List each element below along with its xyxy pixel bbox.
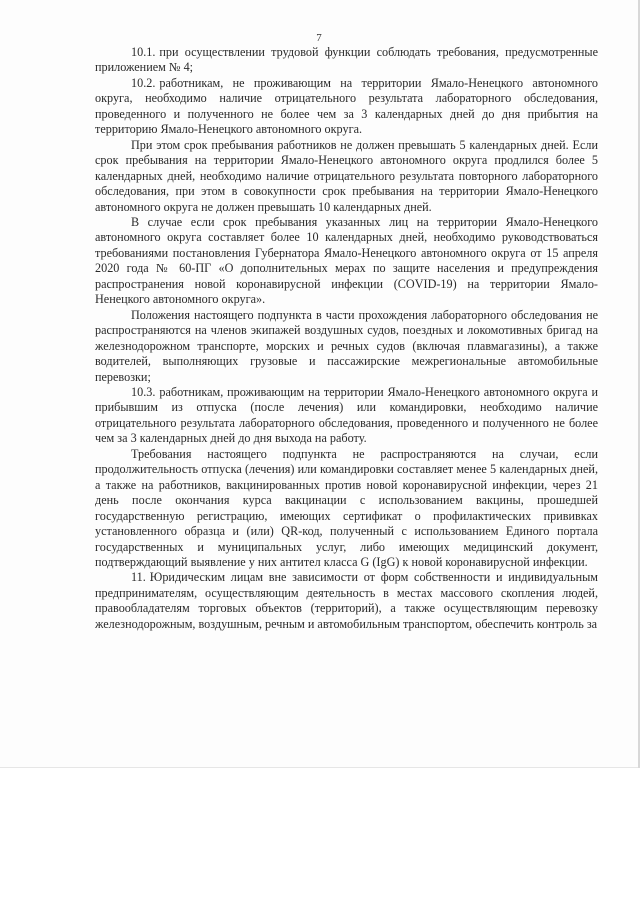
paragraph-exemptions-crews [95,308,598,385]
paragraph-10-3 [95,385,598,447]
blank-area [0,768,640,905]
paragraph-10-2 [95,76,598,138]
paragraph-text: Юридическим лицам вне зависимости от форм собственности и индивидуальным предпринимателям, осуществляющим деятельность в местах массового скопления людей, правообладателям торговых объектов (территорий), а также осуществляющим перевозку железнодорожным, воздушным, речным и автомобильным транспортом, обеспечить контроль за [95,570,598,631]
paragraph-label: 10.2. [131,75,156,90]
paragraph-text: При этом срок пребывания работников не должен превышать 5 календарных дней. Если срок пребывания на территории Ямало-Ненецкого автономного округа продлился более 5 календарных дней, необходимо наличие отрицательного результата повторного лабораторного обследования, при этом в совокупности срок пребывания на территории Ямало-Ненецкого автономного округа не должен превышать 10 календарных дней. [95,137,598,214]
paragraph-label: 10.1. [131,45,156,59]
paragraph-exemptions-vaccinated [95,447,598,571]
paragraph-text: Требования настоящего подпункта не распространяются на случаи, если продолжительность отпуска (лечения) или командировки составляет менее 5 календарных дней, а также на работников, вакцинированных против новой коронавирусной инфекции, через 21 день после окончания курса вакцинации с использованием вакцины, прошедшей государственную регистрацию, имеющих сертификат о профилактических прививках установленного образца и (или) QR-код, полученный с использованием Единого портала государственных и муниципальных услуг, либо имеющих медицинский документ, подтверждающий выявление у них антител класса G (IgG) к новой коронавирусной инфекции. [95,446,598,569]
paragraph-text: работникам, проживающим на территории Ямало-Ненецкого автономного округа и прибывшим из отпуска (после лечения) или командировки, необходимо наличие отрицательного результата лабораторного обследования, проведенного и полученного не более чем за 3 календарных дней до дня выхода на работу. [95,384,598,446]
paragraph-11 [95,570,598,632]
paragraph-text: В случае если срок пребывания указанных лиц на территории Ямало-Ненецкого автономного округа составляет более 10 календарных дней, необходимо руководствоваться требованиями постановления Губернатора Ямало-Ненецкого автономного округа от 15 апреля 2020 года № 60-ПГ «О дополнительных мерах по защите населения и предупреждения распространения новой коронавирусной инфекции (COVID-19) на территории Ямало-Ненецкого автономного округа». [95,214,598,307]
paragraph-label: 10.3. [131,384,156,399]
paragraph-10-1 [95,45,598,76]
paragraph-over-10-days [95,215,598,308]
paragraph-stay-duration [95,138,598,215]
paragraph-text: работникам, не проживающим на территории Ямало-Ненецкого автономного округа, необходимо наличие отрицательного результата лабораторного обследования, проведенного и полученного не более чем за 3 календарных дней до дня прибытия на территорию Ямало-Ненецкого автономного округа. [95,75,598,137]
paragraph-text: Положения настоящего подпункта в части прохождения лабораторного обследования не распространяются на членов экипажей воздушных судов, поездных и локомотивных бригад на железнодорожном транспорте, морских и речных судов (включая плавмагазины), а также водителей, выполняющих грузовые и пассажирские межрегиональные автомобильные перевозки; [95,307,598,384]
paragraph-label: 11. [131,570,146,585]
paragraph-text: при осуществлении трудовой функции соблюдать требования, предусмотренные приложением № 4; [95,45,598,75]
document-body [95,45,598,632]
page-number: 7 [316,32,322,44]
